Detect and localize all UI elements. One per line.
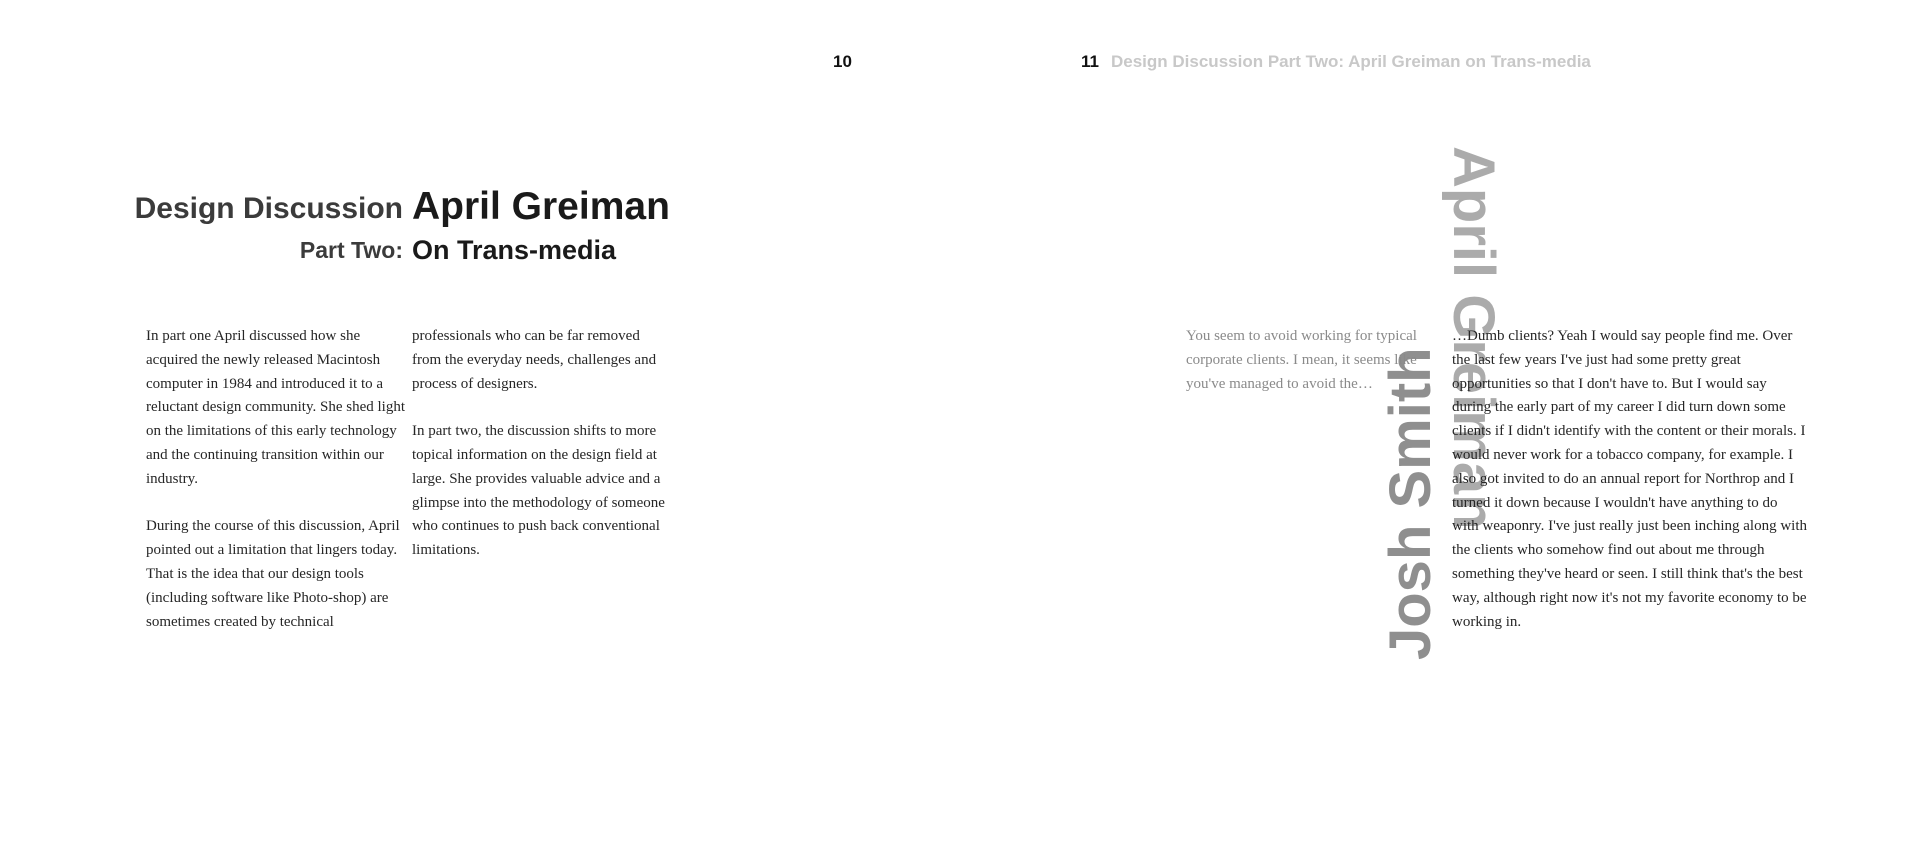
interviewee-name: April Greiman [1441,146,1506,530]
intro-paragraph: professionals who can be far removed from the everyday needs, challenges and process of designers. [412,328,657,392]
title-series: Design Discussion [134,192,403,225]
title-name: April Greiman [412,185,670,228]
interview-answer: …Dumb clients? Yeah I would say people find me. Over the last few years I've just had some pretty great opportunities so that I don't have to. But I would say during the early part of my career I did turn down some clients if I didn't identify with the content or their morals. I would never work for a tobacco company, for example. I also got invited to do an annual report for Northrop and I turned it down because I wouldn't have anything to do with weaponry. I've just really just been inching along with the clients who somehow find out about me through something they've heard or seen. I still think that's the best way, although right now it's not my favorite economy to be working in. [1452,328,1807,630]
intro-column-2 [412,325,672,587]
intro-paragraph: In part two, the discussion shifts to more topical information on the design field at large. She provides valuable advice and a glimpse into the methodology of someone who continues to push back conventional limitations. [412,423,665,559]
page-number-left: 10 [833,52,852,71]
running-head: Design Discussion Part Two: April Greiman on Trans-media [1111,52,1591,71]
page-number-right: 11 [1081,52,1099,71]
title-part: Part Two: [299,237,403,263]
intro-paragraph: During the course of this discussion, April pointed out a limitation that lingers today. That is the idea that our design tools (including software like Photo-shop) are sometimes created by technical [146,518,400,630]
interview-question: You seem to avoid working for typical corporate clients. I mean, it seems like you've managed to avoid the… [1186,328,1417,392]
intro-paragraph: In part one April discussed how she acquired the newly released Macintosh computer in 1984 and introduced it to a reluctant design community. She shed light on the limitations of this early technology and the continuing transition within our industry. [146,328,405,487]
intro-column-1 [146,325,406,658]
title-subject: On Trans-media [412,235,617,265]
interviewer-name: Josh Smith [1378,347,1443,660]
